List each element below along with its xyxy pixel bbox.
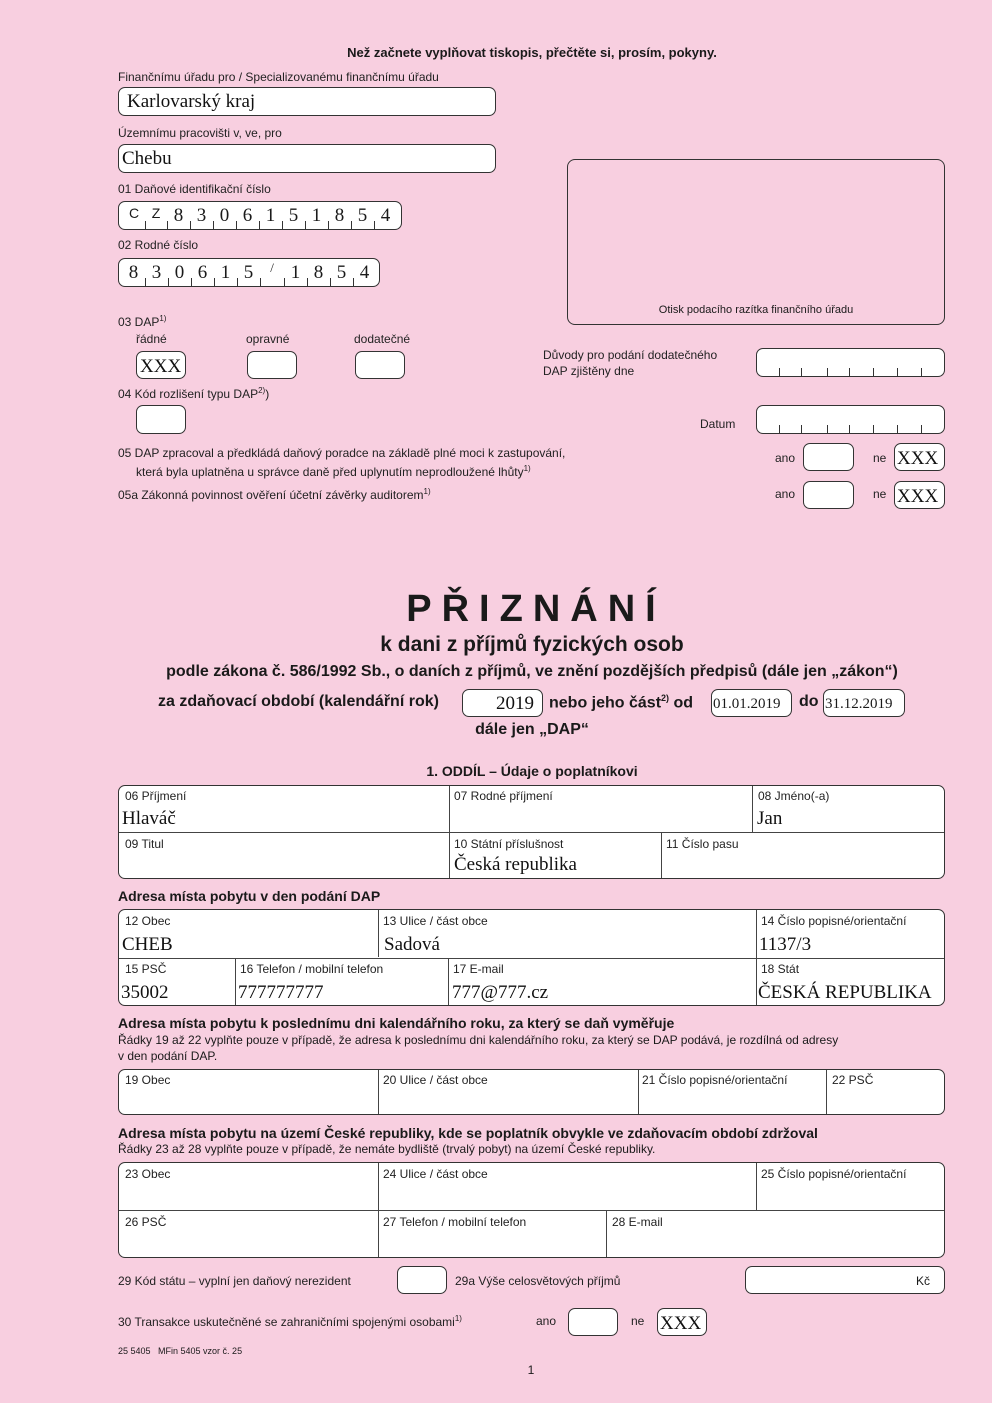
birth-number-char: 5 [243,262,254,283]
tax-id-char: Z [151,205,161,221]
email-value[interactable]: 777@777.cz [452,982,549,1003]
worldwide-income-label: 29a Výše celosvětových příjmů [455,1274,621,1288]
dap-abbreviation: dále jen „DAP“ [475,721,589,738]
czech-house-number-label: 25 Číslo popisné/orientační [761,1167,907,1181]
period-to-field[interactable] [823,689,905,717]
postal-code-label: 15 PSČ [125,962,167,976]
taxpayer-table [118,785,945,879]
advisor-no-label: ne [873,451,887,465]
tax-id-char: 3 [196,205,207,226]
phone-label: 16 Telefon / mobilní telefon [240,962,384,976]
czech-email-label: 28 E-mail [612,1215,663,1229]
period-part-label: nebo jeho část$^{2)}$ od [549,693,694,712]
related-no-checkbox[interactable] [657,1308,707,1336]
audit-no-label: ne [873,487,887,501]
email-label: 17 E-mail [453,962,504,976]
birth-number-char: / [270,260,274,275]
birth-number-char: 8 [313,262,324,283]
supplementary-checkbox[interactable] [355,351,405,379]
supplementary-reasons-label: Důvody pro podání dodatečného DAP zjištěny dne [543,348,718,378]
audit-yes-checkbox[interactable] [803,481,854,509]
birth-surname-label: 07 Rodné příjmení [454,789,553,803]
advisor-no-value: XXX [897,448,939,469]
audit-no-checkbox[interactable] [894,481,945,509]
related-yes-checkbox[interactable] [568,1308,618,1336]
birth-number-char: 8 [128,262,139,283]
worldwide-income-field[interactable] [745,1266,945,1294]
form-code: 25 5405 MFin 5405 vzor č. 25 [118,1346,243,1356]
form-title: PŘIZNÁNÍ [406,588,666,630]
birth-number-digits [122,262,376,284]
czech-street-label: 24 Ulice / část obce [383,1167,488,1181]
territorial-office-field[interactable] [118,144,496,173]
audit-yes-label: ano [775,487,796,501]
yearend-postal-code-label: 22 PSČ [832,1073,874,1087]
tax-id-char: 8 [334,205,345,226]
country-value[interactable]: ČESKÁ REPUBLIKA [758,982,932,1003]
tax-id-char: 6 [242,205,253,226]
birth-number-char: 5 [336,262,347,283]
house-number-value[interactable]: 1137/3 [759,934,812,955]
first-name-value[interactable]: Jan [757,808,783,829]
tax-id-char: 1 [311,205,322,226]
address-yearend-note: Řádky 19 až 22 vyplňte pouze v případě, že adresa k poslednímu dni kalendářního roku, za který se DAP podává, je rozdílná od adresy v den podání DAP. [118,1033,839,1063]
tax-year-field[interactable] [462,689,543,717]
street-value[interactable]: Sadová [384,934,440,955]
czech-phone-label: 27 Telefon / mobilní telefon [383,1215,527,1229]
tax-id-field[interactable] [118,201,402,230]
city-value[interactable]: CHEB [122,934,173,955]
tax-id-char: C [128,205,140,221]
supplementary-label: dodatečné [354,332,411,346]
yearend-street-label: 20 Ulice / část obce [383,1073,488,1087]
tax-id-char: 5 [288,205,299,226]
corrective-checkbox[interactable] [247,351,297,379]
country-label: 18 Stát [761,962,800,976]
birth-number-char: 1 [220,262,231,283]
yearend-house-number-label: 21 Číslo popisné/orientační [642,1073,788,1087]
house-number-label: 14 Číslo popisné/orientační [761,914,907,928]
birth-number-char: 3 [151,262,162,283]
regular-value: XXX [140,356,182,377]
address-czech-note: Řádky 23 až 28 vyplňte pouze v případě, že nemáte bydliště (trvalý pobyt) na území České republiky. [118,1142,656,1156]
passport-label: 11 Číslo pasu [666,837,739,851]
tax-id-label: 01 Daňové identifikační číslo [118,182,271,196]
related-no-label: ne [631,1314,645,1328]
surname-value[interactable]: Hlaváč [122,808,176,829]
street-label: 13 Ulice / část obce [383,914,488,928]
tax-advisor-label: 05 DAP zpracoval a předkládá daňový poradce na základě plné moci k zastupování, která byla uplatněna u správce daně před uplynutím neprodloužené lhůty$^{1)}$ [118,446,566,479]
date-field[interactable] [756,405,945,434]
regular-checkbox[interactable] [136,351,186,379]
related-no-value: XXX [660,1313,702,1334]
state-code-label: 29 Kód státu – vyplní jen daňový nerezident [118,1274,351,1288]
advisor-yes-label: ano [775,451,796,465]
stamp-label: Otisk podacího razítka finančního úřadu [658,304,854,316]
form-subtitle: k dani z příjmů fyzických osob [380,633,684,656]
title-label: 09 Titul [125,837,164,851]
period-to-value: 31.12.2019 [825,696,893,712]
surname-label: 06 Příjmení [125,789,187,803]
postal-code-value[interactable]: 35002 [121,982,169,1003]
reasons-date-field[interactable] [756,348,945,377]
section-1-heading: 1. ODDÍL – Údaje o poplatníkovi [426,763,638,779]
corrective-label: opravné [246,332,290,346]
period-to-label: do [799,693,819,710]
yearend-city-label: 19 Obec [125,1073,171,1087]
audit-label: 05a Zákonná povinnost ověření účetní závěrky auditorem$^{1)}$ [118,487,431,502]
advisor-yes-checkbox[interactable] [803,443,854,471]
audit-no-value: XXX [897,486,939,507]
tax-year-value: 2019 [496,693,534,714]
state-code-field[interactable] [397,1266,447,1294]
citizenship-label: 10 Státní příslušnost [454,837,564,851]
tax-id-char: 0 [219,205,230,226]
related-yes-label: ano [536,1314,557,1328]
citizenship-value[interactable]: Česká republika [454,854,577,875]
address-filing-table [118,909,945,1006]
birth-number-char: 4 [359,262,370,283]
address-czech-table [118,1162,945,1258]
dap-type-label: 03 DAP$^{1)}$ [118,314,167,329]
currency-unit: Kč [915,1274,930,1288]
address-filing-heading: Adresa místa pobytu v den podání DAP [118,888,381,904]
page-number: 1 [527,1363,535,1377]
czech-city-label: 23 Obec [125,1167,171,1181]
city-label: 12 Obec [125,914,171,928]
address-czech-heading: Adresa místa pobytu na území České republiky, kde se poplatník obvykle ve zdaňovacím období zdržoval [118,1125,818,1141]
dap-code-label: 04 Kód rozlišení typu DAP$^{2)}$) [118,386,270,401]
tax-office-field[interactable] [118,87,496,116]
territorial-office-label: Územnímu pracovišti v, ve, pro [118,126,282,140]
tax-id-digits [123,205,397,227]
date-label: Datum [700,417,736,431]
territorial-office-value: Chebu [122,148,172,169]
advisor-no-checkbox[interactable] [894,443,945,471]
birth-number-char: 0 [174,262,185,283]
regular-label: řádné [136,332,167,346]
period-label: za zdaňovací období (kalendářní rok) [158,693,439,710]
address-yearend-heading: Adresa místa pobytu k poslednímu dni kalendářního roku, za který se daň vyměřuje [118,1015,675,1031]
law-reference: podle zákona č. 586/1992 Sb., o daních z příjmů, ve znění pozdějších předpisů (dále jen „zákon“) [166,663,898,680]
tax-id-char: 1 [265,205,276,226]
period-from-value: 01.01.2019 [713,696,781,712]
dap-code-field[interactable] [136,405,186,434]
tax-id-char: 8 [173,205,184,226]
period-from-field[interactable] [711,689,792,717]
related-transactions-label: 30 Transakce uskutečněné se zahraničními spojenými osobami$^{1)}$ [118,1314,462,1329]
instructions-note: Než začnete vyplňovat tiskopis, přečtěte si, prosím, pokyny. [347,45,717,60]
address-yearend-table [118,1069,945,1115]
birth-number-label: 02 Rodné číslo [118,238,199,252]
birth-number-char: 1 [290,262,301,283]
stamp-area [567,159,945,325]
tax-id-char: 4 [380,205,391,226]
czech-postal-code-label: 26 PSČ [125,1215,167,1229]
first-name-label: 08 Jméno(-a) [758,789,830,803]
phone-value[interactable]: 777777777 [238,982,324,1003]
birth-number-char: 6 [197,262,208,283]
birth-number-field[interactable] [118,258,380,287]
tax-office-value: Karlovarský kraj [127,91,256,112]
tax-id-char: 5 [357,205,368,226]
tax-office-label: Finančnímu úřadu pro / Specializovanému finančnímu úřadu [118,70,439,84]
